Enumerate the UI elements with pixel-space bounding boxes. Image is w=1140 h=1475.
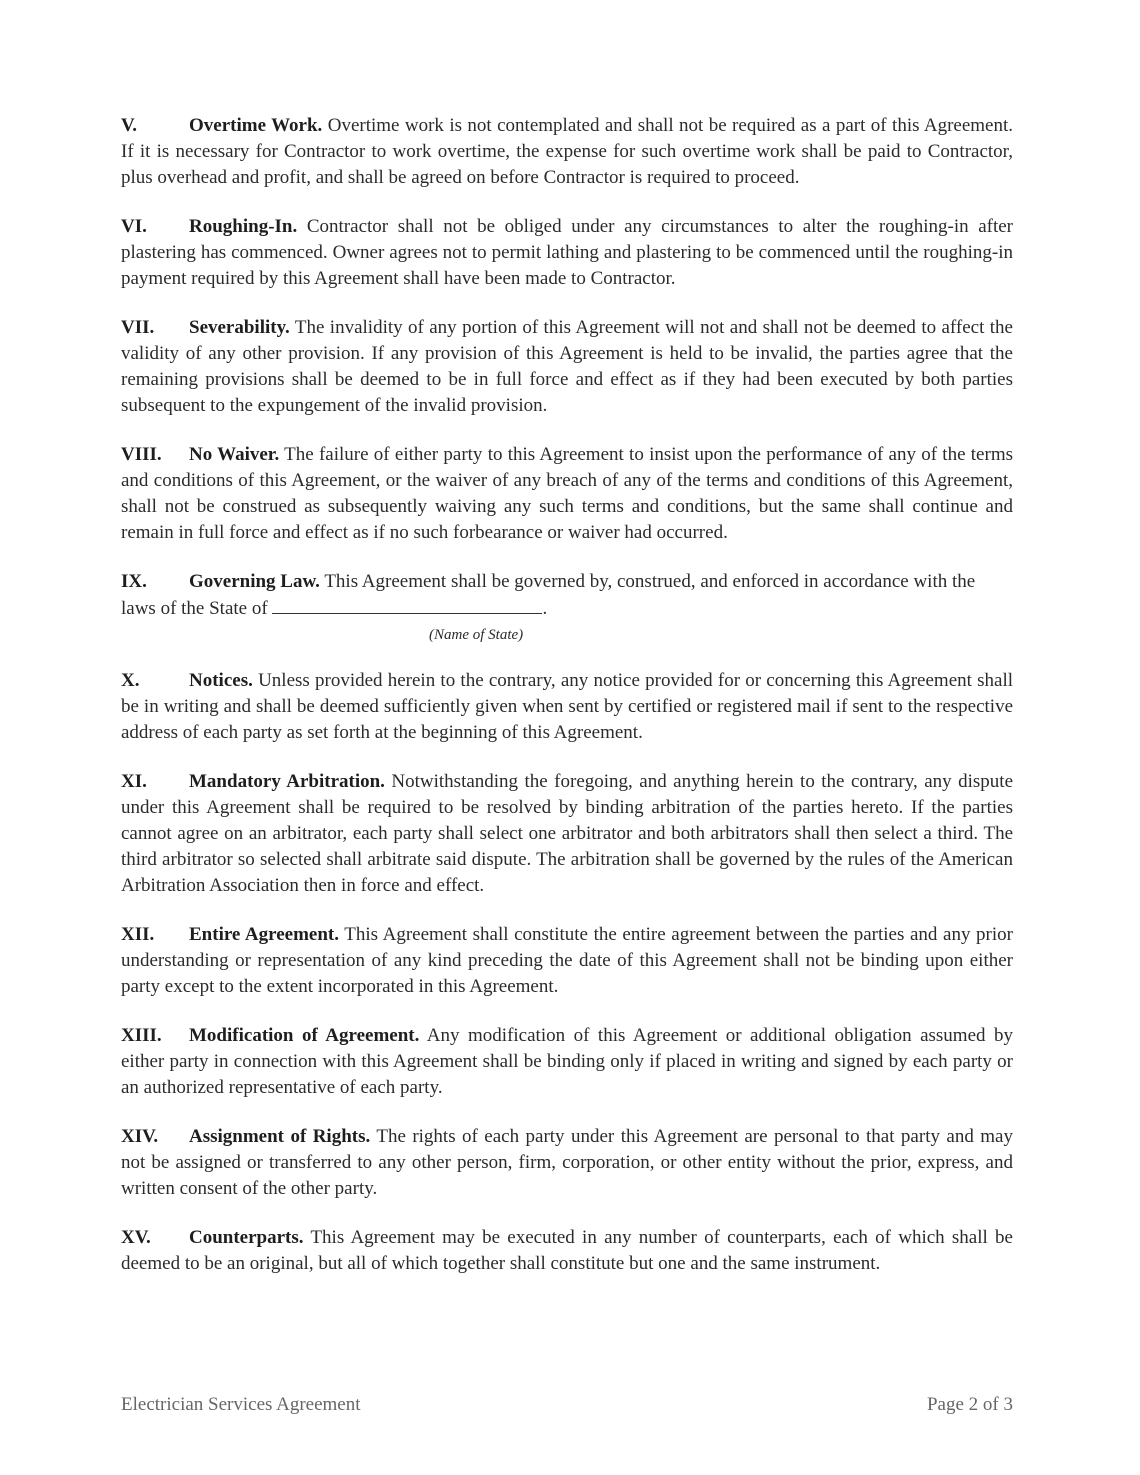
section-notices (121, 668, 1013, 746)
section-text: This Agreement shall be governed by, construed, and enforced in accordance with the laws of the State of (121, 571, 976, 619)
section-heading: Severability. (189, 317, 290, 338)
section-number: XIII. (121, 1025, 162, 1046)
state-name-blank[interactable] (272, 595, 542, 614)
section-number: VI. (121, 216, 147, 237)
section-text: The failure of either party to this Agreement to insist upon the performance of any of the terms and conditions of this Agreement, or the waiver of any breach of any of the terms and conditions of this Agreement, shall not be construed as subsequently waiving any such terms and conditions, but the same shall continue and remain in full force and effect as if no such forbearance or waiver had occurred. (121, 444, 1013, 543)
governing-law-line: IX. Governing Law. This Agreement shall be governed by, construed, and enforced in accordance with the laws of the State of . (121, 571, 976, 619)
section-heading: Roughing-In. (189, 216, 298, 237)
state-name-caption: (Name of State) (429, 627, 524, 643)
section-heading: No Waiver. (189, 444, 280, 465)
section-text: This Agreement may be executed in any number of counterparts, each of which shall be deemed to be an original, but all of which together shall constitute but one and the same instrument. (121, 1227, 1013, 1274)
section-mandatory-arbitration (121, 769, 1013, 899)
section-text: This Agreement shall constitute the entire agreement between the parties and any prior understanding or representation of any kind preceding the date of this Agreement shall not be binding upon either party except to the extent incorporated in this Agreement. (121, 924, 1013, 997)
section-overtime-work (121, 113, 1013, 191)
section-text: Contractor shall not be obliged under any circumstances to alter the roughing-in after plastering has commenced. Owner agrees not to permit lathing and plastering to be commenced until the roughing-in payment required by this Agreement shall have been made to Contractor. (121, 216, 1014, 289)
section-text: Unless provided herein to the contrary, any notice provided for or concerning this Agreement shall be in writing and shall be deemed sufficiently given when sent by certified or registered mail if sent to the respective address of each party as set forth at the beginning of this Agreement. (121, 670, 1014, 743)
section-number: VII. (121, 317, 155, 338)
section-heading: Modification of Agreement. (189, 1025, 420, 1046)
section-text: Notwithstanding the foregoing, and anything herein to the contrary, any dispute under this Agreement shall be required to be resolved by binding arbitration of the parties hereto. If the parties cannot agree on an arbitrator, each party shall select one arbitrator and both arbitrators shall then select a third. The third arbitrator so selected shall arbitrate said dispute. The arbitration shall be governed by the rules of the American Arbitration Association then in force and effect. (121, 771, 1013, 896)
section-number: X. (121, 670, 140, 691)
section-entire-agreement (121, 922, 1013, 1000)
section-number: XI. (121, 771, 147, 792)
section-text: The invalidity of any portion of this Agreement will not and shall not be deemed to affect the validity of any other provision. If any provision of this Agreement is held to be invalid, the parties agree that the remaining provisions shall be deemed to be in full force and effect as if they had been executed by both parties subsequent to the expungement of the invalid provision. (121, 317, 1013, 416)
section-text: The rights of each party under this Agreement are personal to that party and may not be assigned or transferred to any other person, firm, corporation, or other entity without the prior, express, and written consent of the other party. (121, 1126, 1013, 1199)
section-heading: Governing Law. (189, 571, 320, 592)
section-number: VIII. (121, 444, 162, 465)
section-roughing-in (121, 214, 1013, 292)
section-heading: Counterparts. (189, 1227, 304, 1248)
section-heading: Notices. (189, 670, 253, 691)
section-number: V. (121, 115, 138, 136)
footer-document-title: Electrician Services Agreement (121, 1394, 361, 1415)
section-number: XV. (121, 1227, 151, 1248)
section-number: IX. (121, 571, 147, 592)
section-no-waiver (121, 442, 1013, 546)
section-number: XII. (121, 924, 155, 945)
section-heading: Overtime Work. (189, 115, 323, 136)
section-heading: Mandatory Arbitration. (189, 771, 385, 792)
section-counterparts (121, 1225, 1013, 1277)
section-heading: Entire Agreement. (189, 924, 340, 945)
section-modification-of-agreement (121, 1023, 1013, 1101)
section-text: Overtime work is not contemplated and shall not be required as a part of this Agreement. If it is necessary for Contractor to work overtime, the expense for such overtime work shall be paid to Contractor, plus overhead and profit, and shall be agreed on before Contractor is required to proceed. (121, 115, 1014, 188)
section-assignment-of-rights (121, 1124, 1013, 1202)
section-governing-law (121, 569, 1013, 645)
section-heading: Assignment of Rights. (189, 1126, 371, 1147)
section-number: XIV. (121, 1126, 159, 1147)
section-text: Any modification of this Agreement or additional obligation assumed by either party in connection with this Agreement shall be binding only if placed in writing and signed by each party or an authorized representative of each party. (121, 1025, 1013, 1098)
document-body (121, 113, 1013, 1300)
page-footer (121, 1394, 1013, 1416)
footer-page-number: Page 2 of 3 (926, 1394, 1013, 1415)
section-severability (121, 315, 1013, 419)
